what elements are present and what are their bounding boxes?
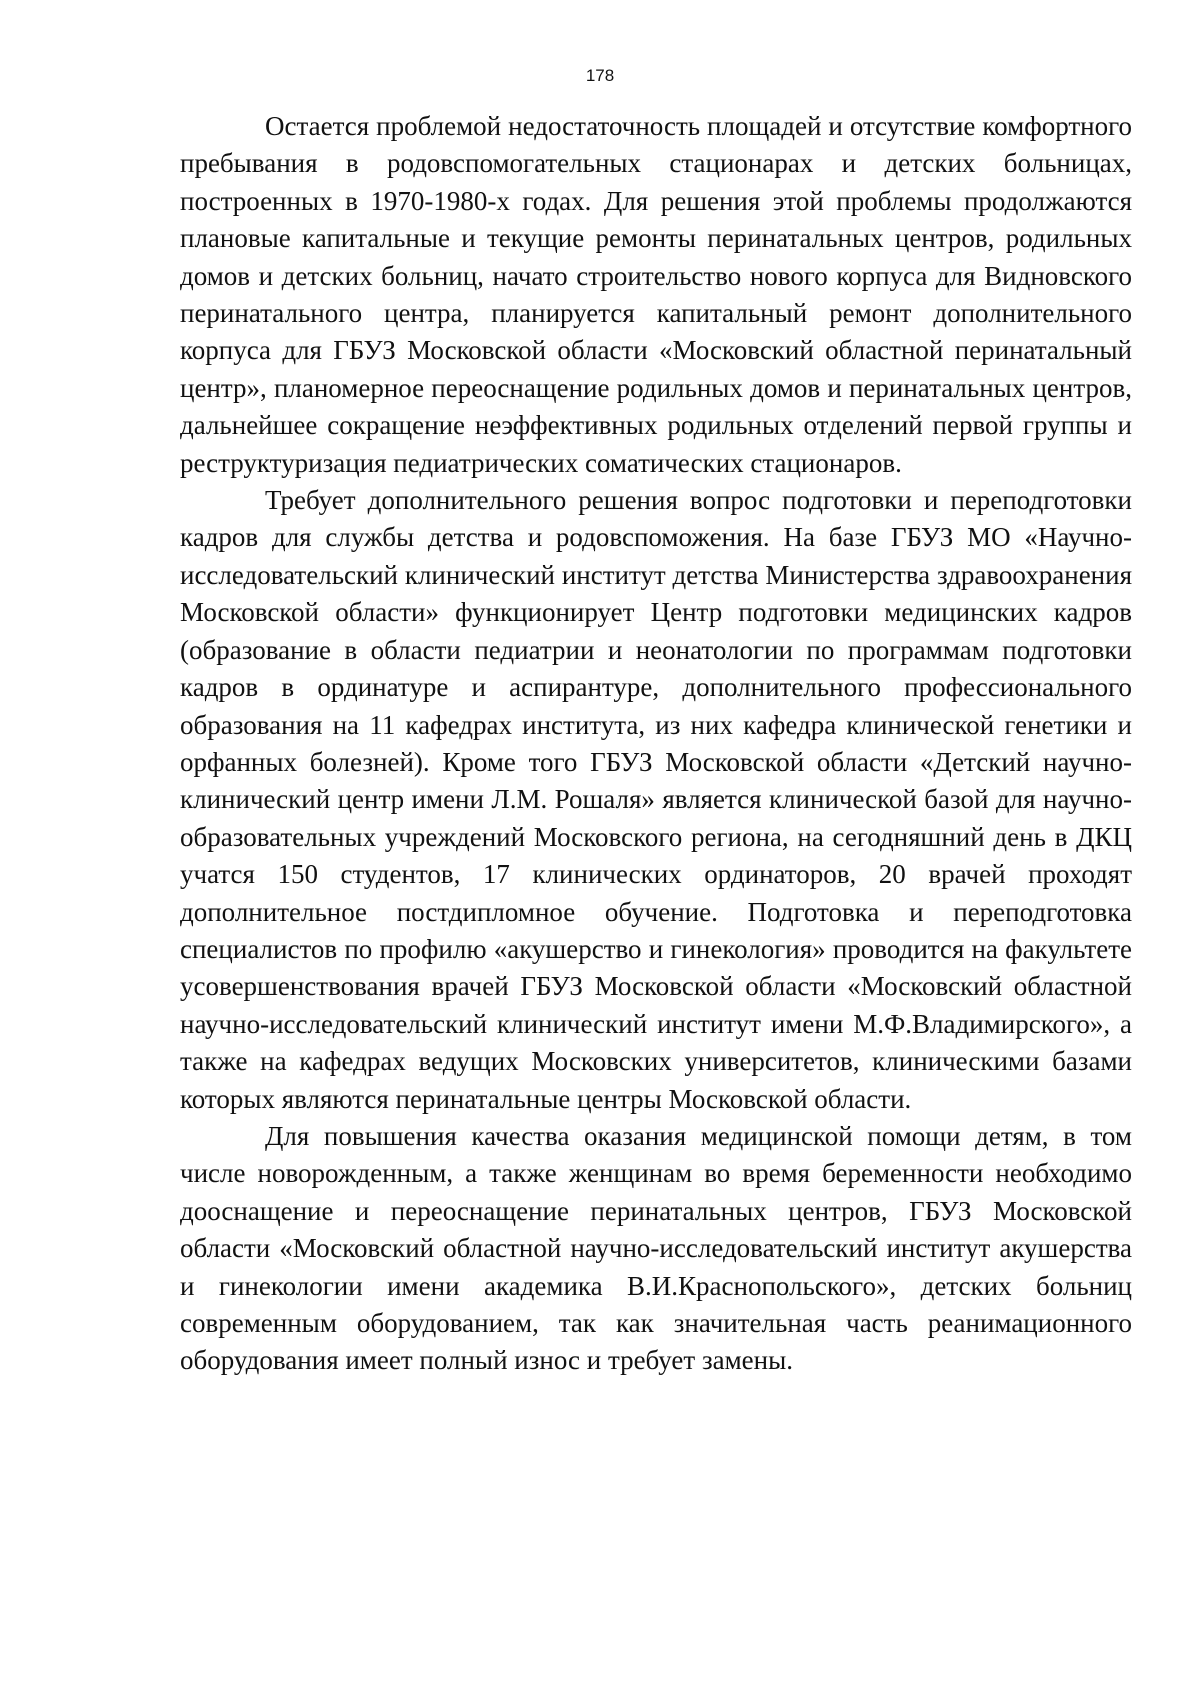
- page-number: 178: [585, 66, 615, 85]
- paragraph: Требует дополнительного решения вопрос подготовки и переподготовки кадров для службы детства и родовспоможения. На базе ГБУЗ МО «Научно-исследовательский клинический институт детства Министерства здравоохранения Московской области» функционирует Центр подготовки медицинских кадров (образование в области педиатрии и неонатологии по программам подготовки кадров в ординатуре и аспирантуре, дополнительного профессионального образования на 11 кафедрах института, из них кафедра клинической генетики и орфанных болезней). Кроме того ГБУЗ Московской области «Детский научно-клинический центр имени Л.М. Рошаля» является клинической базой для научно-образовательных учреждений Московского региона, на сегодняшний день в ДКЦ учатся 150 студентов, 17 клинических ординаторов, 20 врачей проходят дополнительное постдипломное обучение. Подготовка и переподготовка специалистов по профилю «акушерство и гинекология» проводится на факультете усовершенствования врачей ГБУЗ Московской области «Московский областной научно-исследовательский клинический институт имени М.Ф.Владимирского», а также на кафедрах ведущих Московских университетов, клиническими базами которых являются перинатальные центры Московской области.: [180, 485, 1132, 1114]
- body-text: [180, 108, 1132, 1380]
- paragraph: Остается проблемой недостаточность площадей и отсутствие комфортного пребывания в родовспомогательных стационарах и детских больницах, построенных в 1970-1980-х годах. Для решения этой проблемы продолжаются плановые капитальные и текущие ремонты перинатальных центров, родильных домов и детских больниц, начато строительство нового корпуса для Видновского перинатального центра, планируется капитальный ремонт дополнительного корпуса для ГБУЗ Московской области «Московский областной перинатальный центр», планомерное переоснащение родильных домов и перинатальных центров, дальнейшее сокращение неэффективных родильных отделений первой группы и реструктуризация педиатрических соматических стационаров.: [180, 111, 1132, 478]
- paragraph: Для повышения качества оказания медицинской помощи детям, в том числе новорожденным, а также женщинам во время беременности необходимо дооснащение и переоснащение перинатальных центров, ГБУЗ Московской области «Московский областной научно-исследовательский институт акушерства и гинекологии имени академика В.И.Краснопольского», детских больниц современным оборудованием, так как значительная часть реанимационного оборудования имеет полный износ и требует замены.: [180, 1120, 1132, 1376]
